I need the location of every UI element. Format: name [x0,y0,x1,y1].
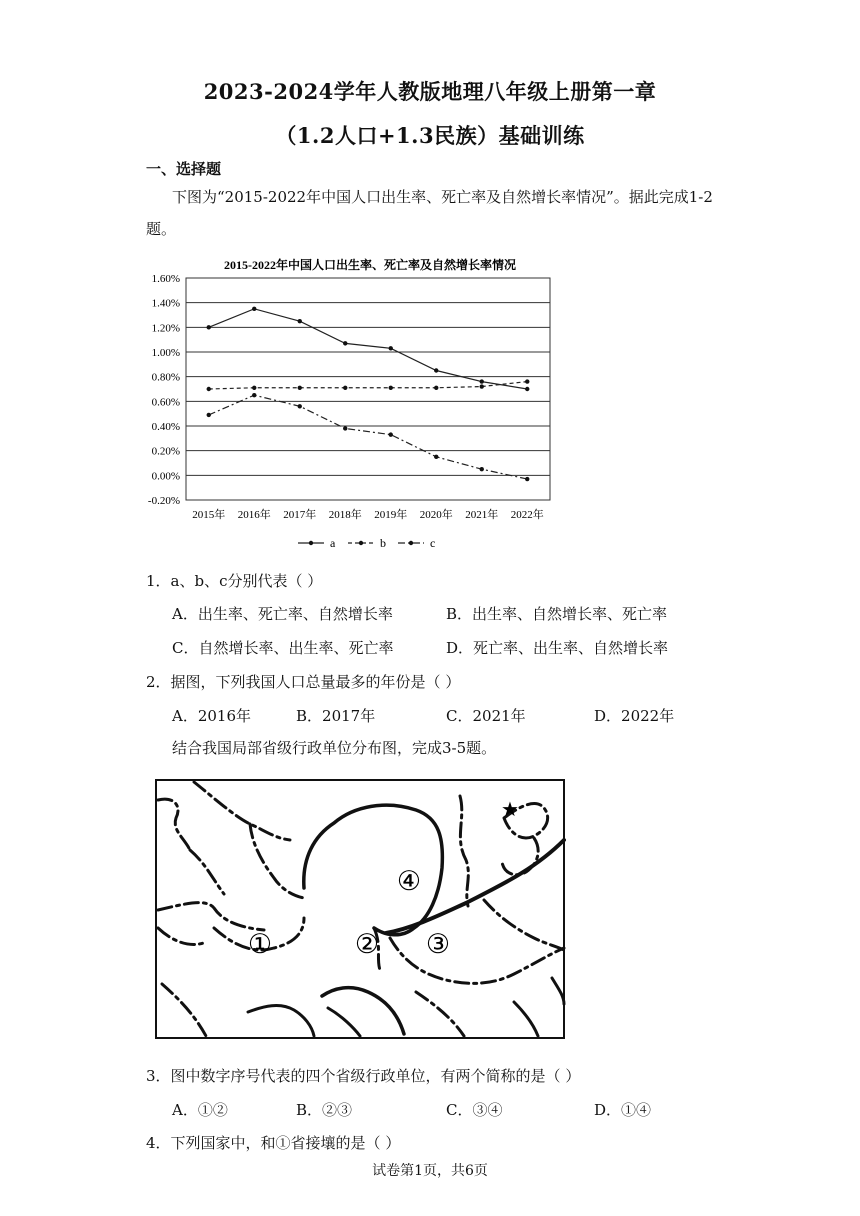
x-tick-label: 2022年 [510,509,544,521]
question-1: 1．a、b、c分别代表（ ） [146,572,323,590]
x-tick-label: 2020年 [419,509,453,521]
data-point-a [207,325,211,329]
legend-label-c: c [430,536,436,550]
data-point-b [434,386,438,390]
data-point-c [298,404,302,408]
question-3: 3．图中数字序号代表的四个省级行政单位，有两个简称的是（ ） [146,1067,581,1085]
x-tick-label: 2015年 [192,509,226,521]
data-point-c [343,426,347,430]
y-tick-label: 0.80% [151,371,180,384]
x-tick-label: 2019年 [374,509,408,521]
legend-marker-c [409,541,413,545]
y-tick-label: 0.40% [151,421,180,433]
data-point-a [389,346,393,350]
page-title: 2023-2024学年人教版地理八年级上册第一章 [203,79,657,104]
intro-text-2: 结合我国局部省级行政单位分布图，完成3-5题。 [172,739,497,757]
series-line-c [209,395,528,479]
legend-label-b: b [380,536,386,550]
q3-option-c[interactable]: C．③④ [446,1101,503,1119]
series-line-b [209,382,528,389]
y-tick-label: -0.20% [147,495,180,507]
map-label-1: ① [247,929,273,959]
page-footer: 试卷第1页，共6页 [372,1163,488,1179]
legend-marker-b [359,541,363,545]
data-point-a [298,319,302,323]
legend-marker-a [309,541,313,545]
population-rate-chart [140,252,560,562]
x-axis-labels [192,507,544,521]
section-heading: 一、选择题 [146,160,222,178]
q3-option-d[interactable]: D．①④ [594,1101,652,1119]
data-point-c [434,455,438,459]
page-subtitle: （1.2人口+1.3民族）基础训练 [275,123,585,148]
chart-legend [298,536,435,550]
chart-grid [186,278,550,500]
q3-option-a[interactable]: A．①② [172,1101,228,1119]
q1-option-a[interactable]: A．出生率、死亡率、自然增长率 [172,605,393,623]
q2-option-a[interactable]: A．2016年 [172,707,252,725]
y-tick-label: 1.60% [151,273,180,285]
map-label-2: ② [354,929,380,959]
chart-series [207,307,530,482]
q2-option-b[interactable]: B．2017年 [296,707,376,725]
data-point-b [389,386,393,390]
x-tick-label: 2021年 [465,509,499,521]
data-point-b [343,386,347,390]
chart-title: 2015-2022年中国人口出生率、死亡率及自然增长率情况 [224,258,516,272]
data-point-b [298,386,302,390]
y-tick-label: 1.20% [151,322,180,335]
data-point-c [389,432,393,436]
y-tick-label: 1.40% [151,297,180,310]
q1-option-d[interactable]: D．死亡率、出生率、自然增长率 [446,639,669,657]
x-tick-label: 2016年 [237,509,271,521]
map-label-3: ③ [425,929,451,959]
q2-option-c[interactable]: C．2021年 [446,707,526,725]
data-point-c [207,413,211,417]
data-point-b [525,379,529,383]
province-map [154,778,566,1040]
intro-text-1-cont: 题。 [146,220,177,238]
y-tick-label: 0.60% [151,396,180,409]
x-tick-label: 2017年 [283,509,317,521]
y-tick-label: 0.00% [151,470,180,483]
x-tick-label: 2018年 [328,509,362,521]
data-point-b [480,384,484,388]
capital-star-icon: ★ [501,799,519,821]
y-axis-labels [148,273,180,507]
data-point-c [525,477,529,481]
data-point-a [480,379,484,383]
intro-text-1: 下图为“2015-2022年中国人口出生率、死亡率及自然增长率情况”。据此完成1-2 [172,188,713,206]
question-2: 2．据图，下列我国人口总量最多的年份是（ ） [146,673,461,691]
data-point-a [252,307,256,311]
data-point-a [525,387,529,391]
data-point-a [343,341,347,345]
data-point-b [252,386,256,390]
data-point-c [252,393,256,397]
map-label-4: ④ [396,866,422,896]
data-point-c [480,467,484,471]
y-tick-label: 1.00% [151,347,180,359]
q1-option-c[interactable]: C．自然增长率、出生率、死亡率 [172,639,394,657]
data-point-b [207,387,211,391]
q1-option-b[interactable]: B．出生率、自然增长率、死亡率 [446,605,668,623]
question-4: 4．下列国家中，和①省接壤的是（ ） [146,1134,401,1152]
legend-label-a: a [330,536,336,550]
data-point-a [434,368,438,372]
plot-frame [186,278,550,500]
q3-option-b[interactable]: B．②③ [296,1101,353,1119]
y-tick-label: 0.20% [151,445,180,458]
q2-option-d[interactable]: D．2022年 [594,707,675,725]
